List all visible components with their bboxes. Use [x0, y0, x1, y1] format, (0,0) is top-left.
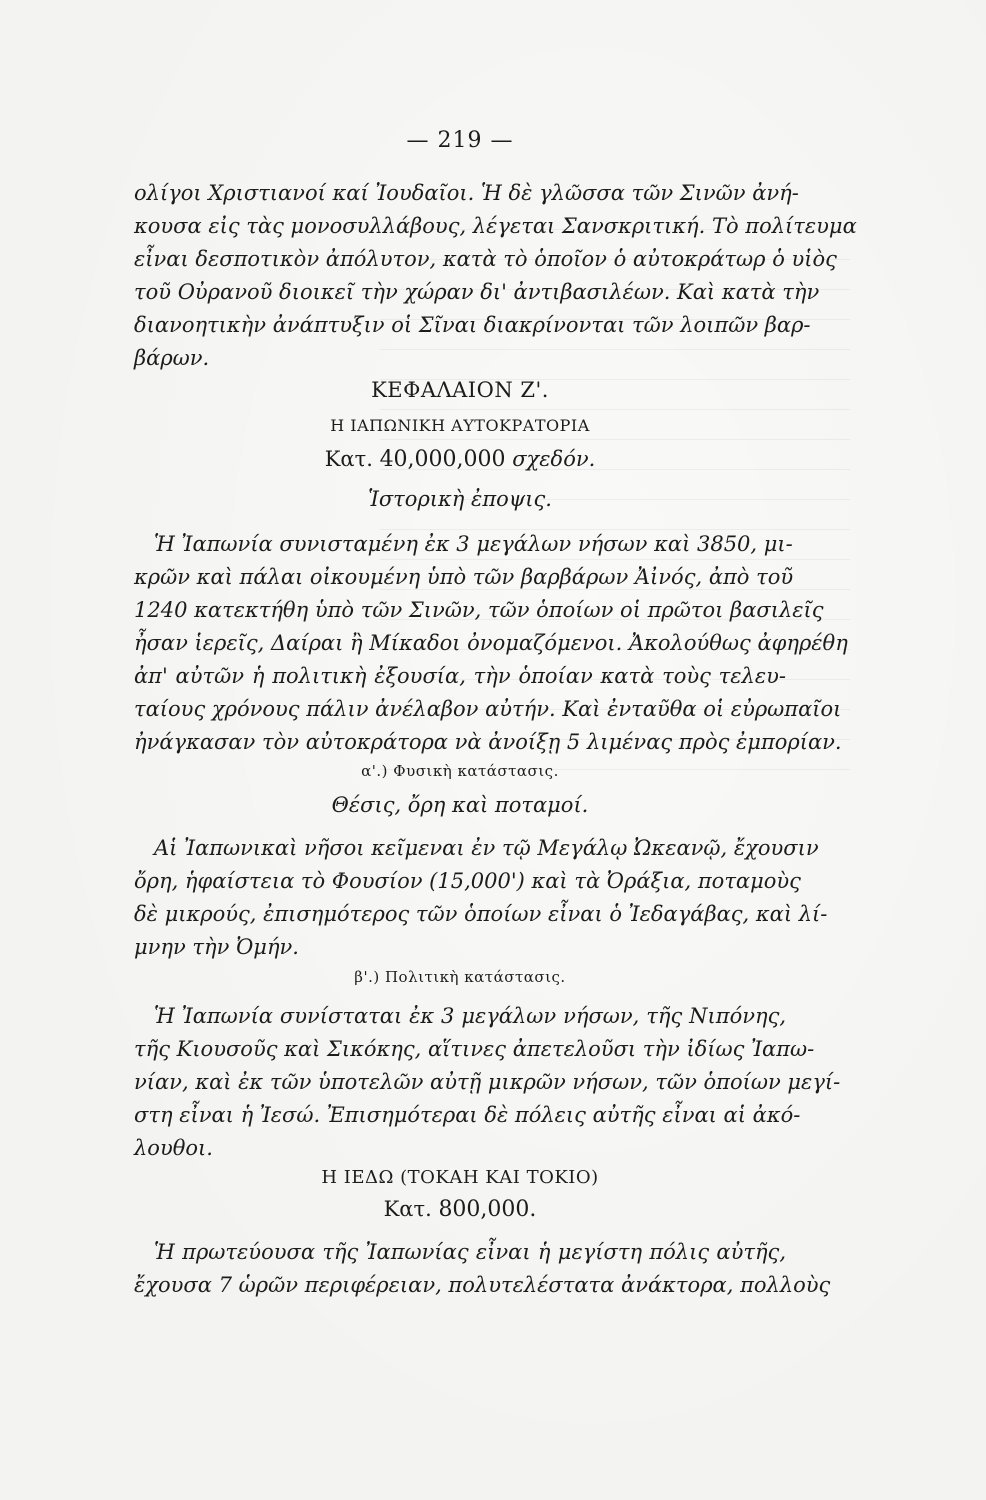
text-line: ἔχουσα 7 ὡρῶν περιφέρειαν, πολυτελέστατα ἀνάκτορα, πολλοὺς: [134, 1273, 831, 1297]
political-paragraph: [134, 1000, 841, 1165]
text-line: Ἡ Ἰαπωνία συνίσταται ἐκ 3 μεγάλων νήσων, τῆς Νιπόνης,: [154, 1004, 786, 1028]
city-title: Η ΙΕΔΩ (ΤΟΚΑΗ ΚΑΙ ΤΟΚΙΟ): [321, 1167, 599, 1188]
area-value: 40,000,000: [379, 447, 506, 472]
text-line: Ἡ πρωτεύουσα τῆς Ἰαπωνίας εἶναι ἡ μεγίστη πόλις αὐτῆς,: [154, 1240, 786, 1264]
text-line: ἦσαν ἱερεῖς, Δαίραι ἢ Μίκαδοι ὀνομαζόμενοι. Ἀκολούθως ἀφηρέθη: [134, 631, 848, 655]
text-line: κρῶν καὶ πάλαι οἰκουμένη ὑπὸ τῶν βαρβάρων Ἀἰνός, ἀπὸ τοῦ: [134, 565, 794, 589]
text-line: νίαν, καὶ ἐκ τῶν ὑποτελῶν αὐτῇ μικρῶν νήσων, τῶν ὁποίων μεγί-: [134, 1070, 841, 1094]
text-line: βάρων.: [134, 346, 210, 370]
text-line: κουσα εἰς τὰς μονοσυλλάβους, λέγεται Σανσκριτική. Τὸ πολίτευμα: [134, 214, 857, 238]
text-line: λουθοι.: [134, 1136, 213, 1160]
text-line: 1240 κατεκτήθη ὑπὸ τῶν Σινῶν, τῶν ὁποίων οἱ πρῶτοι βασιλεῖς: [134, 598, 824, 622]
text-line: ταίους χρόνους πάλιν ἀνέλαβον αὐτήν. Καὶ ἐνταῦθα οἱ εὐρωπαῖοι: [134, 697, 842, 721]
text-line: ολίγοι Χριστιανοί καί Ἰουδαῖοι. Ἡ δὲ γλῶσσα τῶν Σινῶν ἀνή-: [134, 181, 799, 205]
text-line: στη εἶναι ἡ Ἰεσώ. Ἐπισημότεραι δὲ πόλεις αὐτῆς εἶναι αἱ ἀκό-: [134, 1103, 801, 1127]
chapter-title: ΚΕΦΑΛΑΙΟΝ Ζ'.: [371, 378, 549, 402]
text-line: ἀπ' αὐτῶν ἡ πολιτικὴ ἐξουσία, τὴν ὁποίαν κατὰ τοὺς τελευ-: [134, 664, 786, 688]
text-line: Αἱ Ἰαπωνικαὶ νῆσοι κεῖμεναι ἐν τῷ Μεγάλῳ Ὠκεανῷ, ἔχουσιν: [154, 836, 819, 860]
text-line: διανοητικὴν ἀνάπτυξιν οἱ Σῖναι διακρίνονται τῶν λοιπῶν βαρ-: [134, 313, 811, 337]
city-paragraph: [134, 1236, 831, 1302]
text-line: μνην τὴν Ὀμήν.: [134, 935, 299, 959]
text-line: Ἡ Ἰαπωνία συνισταμένη ἐκ 3 μεγάλων νήσων καὶ 3850, μι-: [154, 532, 793, 556]
history-heading: Ἱστορικὴ ἐποψις.: [368, 487, 552, 511]
text-line: εἶναι δεσποτικὸν ἀπόλυτον, κατὰ τὸ ὁποῖον ὁ αὐτοκράτωρ ὁ υἱὸς: [134, 247, 837, 271]
text-line: τῆς Κιουσοῦς καὶ Σικόκης, αἵτινες ἀπετελοῦσι τὴν ἰδίως Ἰαπω-: [134, 1037, 815, 1061]
text-line: ὄρη, ἡφαίστεια τὸ Φουσίον (15,000') καὶ τὰ Ὀράξια, ποταμοὺς: [134, 869, 801, 893]
page-number: — 219 —: [406, 128, 514, 153]
chapter-area: [134, 447, 786, 472]
physical-section-label: α'.) Φυσικὴ κατάστασις.: [361, 762, 559, 780]
area-label: Κατ.: [383, 1197, 432, 1221]
area-suffix: σχεδόν.: [512, 447, 596, 471]
physical-heading: Θέσις, ὄρη καὶ ποταμοί.: [331, 793, 589, 817]
area-value: 800,000.: [438, 1197, 537, 1222]
political-section-label: β'.) Πολιτικὴ κατάστασις.: [354, 968, 566, 986]
chapter-subtitle: Η ΙΑΠΩΝΙΚΗ ΑΥΤΟΚΡΑΤΟΡΙΑ: [330, 416, 590, 435]
text-line: ἠνάγκασαν τὸν αὐτοκράτορα νὰ ἀνοίξῃ 5 λιμένας πρὸς ἐμπορίαν.: [134, 730, 842, 754]
intro-paragraph: [134, 177, 857, 375]
text-line: δὲ μικρούς, ἐπισημότερος τῶν ὁποίων εἶναι ὁ Ἰεδαγάβας, καὶ λί-: [134, 902, 828, 926]
text-line: τοῦ Οὐρανοῦ διοικεῖ τὴν χώραν δι' ἀντιβασιλέων. Καὶ κατὰ τὴν: [134, 280, 820, 304]
city-area: [134, 1197, 786, 1222]
area-label: Κατ.: [324, 447, 373, 471]
physical-paragraph: [134, 832, 828, 964]
history-paragraph: [134, 528, 848, 759]
